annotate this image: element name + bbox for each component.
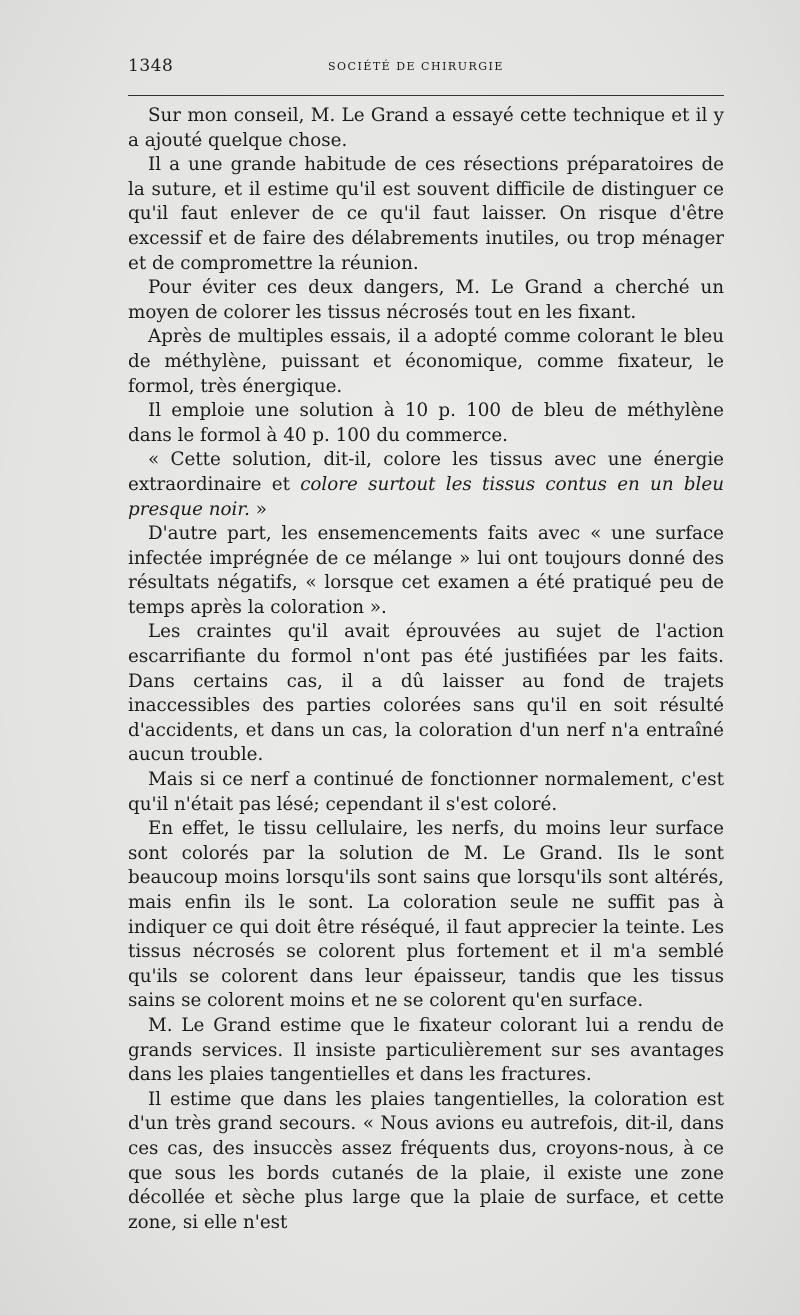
page-header bbox=[128, 56, 724, 84]
paragraph: Sur mon conseil, M. Le Grand a essayé cette technique et il y a ajouté quelque chose. bbox=[128, 105, 724, 151]
paragraph: Il a une grande habitude de ces résections préparatoires de la suture, et il estime qu'il est souvent difficile de distinguer ce qu'il faut enlever de ce qu'il faut laisser. On risque d'être excessif et de faire des délabrements inutiles, ou trop ménager et de compromettre la réunion. bbox=[128, 154, 724, 274]
paragraph: Après de multiples essais, il a adopté comme colorant le bleu de méthylène, puissant et économique, comme fixateur, le formol, très énergique. bbox=[128, 326, 724, 397]
paragraph: Pour éviter ces deux dangers, M. Le Grand a cherché un moyen de colorer les tissus nécrosés tout en les fixant. bbox=[128, 277, 724, 323]
paragraph: M. Le Grand estime que le fixateur colorant lui a rendu de grands services. Il insiste particulièrement sur ses avantages dans les plaies tangentielles et dans les fractures. bbox=[128, 1014, 724, 1086]
paragraph: Les craintes qu'il avait éprouvées au sujet de l'action escarrifiante du formol n'ont pas été justifiées par les faits. Dans certains cas, il a dû laisser au fond de trajets inaccessibles des parties colorées sans qu'il en soit résulté d'accidents, et dans un cas, la coloration d'un nerf n'a entraîné aucun trouble. bbox=[128, 621, 724, 766]
paragraph: Il emploie une solution à 10 p. 100 de bleu de méthylène dans le formol à 40 p. 100 du commerce. bbox=[128, 400, 724, 446]
body-text bbox=[128, 104, 724, 1235]
quote-text: « Cette solution, dit-il, colore les tissus avec une énergie extraordinaire et bbox=[128, 449, 724, 495]
quote-italic-text: colore surtout les tissus contus en un bleu presque noir. bbox=[128, 473, 724, 520]
page-number: 1348 bbox=[128, 56, 174, 76]
paragraph: En effet, le tissu cellulaire, les nerfs, du moins leur surface sont colorés par la solution de M. Le Grand. Ils le sont beaucoup moins lorsqu'ils sont sains que lorsqu'ils sont altérés, mais enfin ils le sont. La coloration seule ne suffit pas à indiquer ce qui doit être réséqué, il faut apprecier la teinte. Les tissus nécrosés se colorent plus fortement et il m'a semblé qu'ils se colorent dans leur épaisseur, tandis que les tissus sains se colorent moins et ne se colorent qu'en surface. bbox=[128, 818, 724, 1012]
header-rule bbox=[128, 95, 724, 96]
paragraph: Il estime que dans les plaies tangentielles, la coloration est d'un très grand secours. « Nous avions eu autrefois, dit-il, dans ces cas, des insuccès assez fréquents dus, croyons-nous, à ce que sous les bords cutanés de la plaie, il existe une zone décollée et sèche plus large que la plaie de surface, et cette zone, si elle n'est bbox=[128, 1088, 724, 1233]
running-head: SOCIÉTÉ DE CHIRURGIE bbox=[328, 60, 504, 73]
quote-close: » bbox=[249, 498, 267, 520]
paragraph-quote bbox=[128, 448, 724, 522]
paragraph: Mais si ce nerf a continué de fonctionner normalement, c'est qu'il n'était pas lésé; cependant il s'est coloré. bbox=[128, 769, 724, 815]
paragraph: D'autre part, les ensemencements faits avec « une surface infectée imprégnée de ce mélange » lui ont toujours donné des résultats négatifs, « lorsque cet examen a été pratiqué peu de temps après la coloration ». bbox=[128, 523, 724, 618]
